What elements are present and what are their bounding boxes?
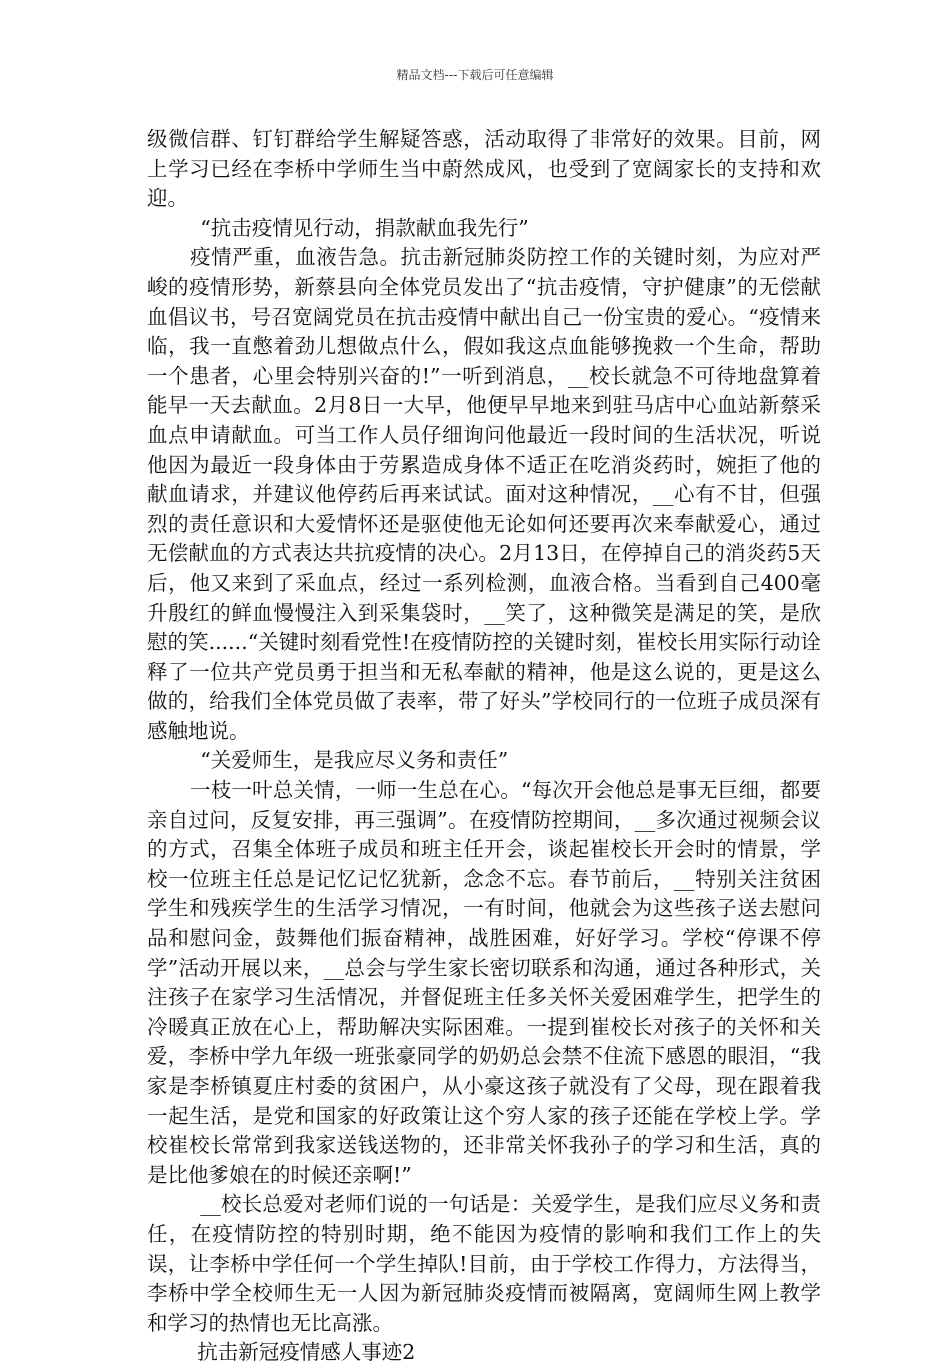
section-heading-care: “关爱师生，是我应尽义务和责任” [200,748,509,773]
page-header: 精品文档---下载后可任意编辑 [396,68,554,82]
section-heading-blood-donation: “抗击疫情见行动，捐款献血我先行” [200,215,529,240]
paragraph-care: 一枝一叶总关情，一师一生总在心。“每次开会他总是事无巨细，都要亲自过问，反复安排，再三强调”。在疫情防控期间，__多次通过视频会议的方式，召集全体班子成员和班主任开会，谈起崔校长开会时的情景，学校一位班主任总是记忆记忆犹新，念念不忘。春节前后，__特别关注贫困学生和残疾学生的生活学习情况，一有时间，他就会为这些孩子送去慰问品和慰问金，鼓舞他们振奋精神，战胜困难，好好学习。学校“停课不停学”活动开展以来，__总会与学生家长密切联系和沟通，通过各种形式，关注孩子在家学习生活情况，并督促班主任多关怀关爱困难学生，把学生的冷暖真正放在心上，帮助解决实际困难。一提到崔校长对孩子的关怀和关爱，李桥中学九年级一班张豪同学的奶奶总会禁不住流下感恩的眼泪，“我家是李桥镇夏庄村委的贫困户，从小豪这孩子就没有了父母，现在跟着我一起生活，是党和国家的好政策让这个穷人家的孩子还能在学校上学。学校崔校长常常到我家送钱送物的，还非常关怀我孙子的学习和生活，真的是比他爹娘在的时候还亲啊!” [147,778,821,1187]
next-article-title: 抗击新冠疫情感人事迹2 [197,1340,416,1365]
paragraph-blood-donation: 疫情严重，血液告急。抗击新冠肺炎防控工作的关键时刻，为应对严峻的疫情形势，新蔡县向全体党员发出了“抗击疫情，守护健康”的无偿献血倡议书，号召宽阔党员在抗击疫情中献出自己一份宝贵的爱心。“疫情来临，我一直憋着劲儿想做点什么，假如我这点血能够挽救一个生命，帮助一个患者，心里会特别兴奋的!”一听到消息，__校长就急不可待地盘算着能早一天去献血。2月8日一大早，他便早早地来到驻马店中心血站新蔡采血点申请献血。可当工作人员仔细询问他最近一段时间的生活状况，听说他因为最近一段身体由于劳累造成身体不适正在吃消炎药时，婉拒了他的献血请求，并建议他停药后再来试试。面对这种情况，__心有不甘，但强烈的责任意识和大爱情怀还是驱使他无论如何还要再次来奉献爱心，通过无偿献血的方式表达共抗疫情的决心。2月13日，在停掉自己的消炎药5天后，他又来到了采血点，经过一系列检测，血液合格。当看到自己400毫升殷红的鲜血慢慢注入到采集袋时，__笑了，这种微笑是满足的笑，是欣慰的笑......“关键时刻看党性!在疫情防控的关键时刻，崔校长用实际行动诠释了一位共产党员勇于担当和无私奉献的精神，他是这么说的，更是这么做的，给我们全体党员做了表率，带了好头”学校同行的一位班子成员深有感触地说。 [147,245,821,743]
paragraph-continuation: 级微信群、钉钉群给学生解疑答惑，活动取得了非常好的效果。目前，网上学习已经在李桥中学师生当中蔚然成风，也受到了宽阔家长的支持和欢迎。 [147,127,821,211]
document-body [147,125,821,1368]
paragraph-principal-quote: __校长总爱对老师们说的一句话是：关爱学生，是我们应尽义务和责任，在疫情防控的特别时期，绝不能因为疫情的影响和我们工作上的失误，让李桥中学任何一个学生掉队!目前，由于学校工作得力，方法得当，李桥中学全校师生无一人因为新冠肺炎疫情而被隔离，宽阔师生网上教学和学习的热情也无比高涨。 [147,1192,821,1335]
